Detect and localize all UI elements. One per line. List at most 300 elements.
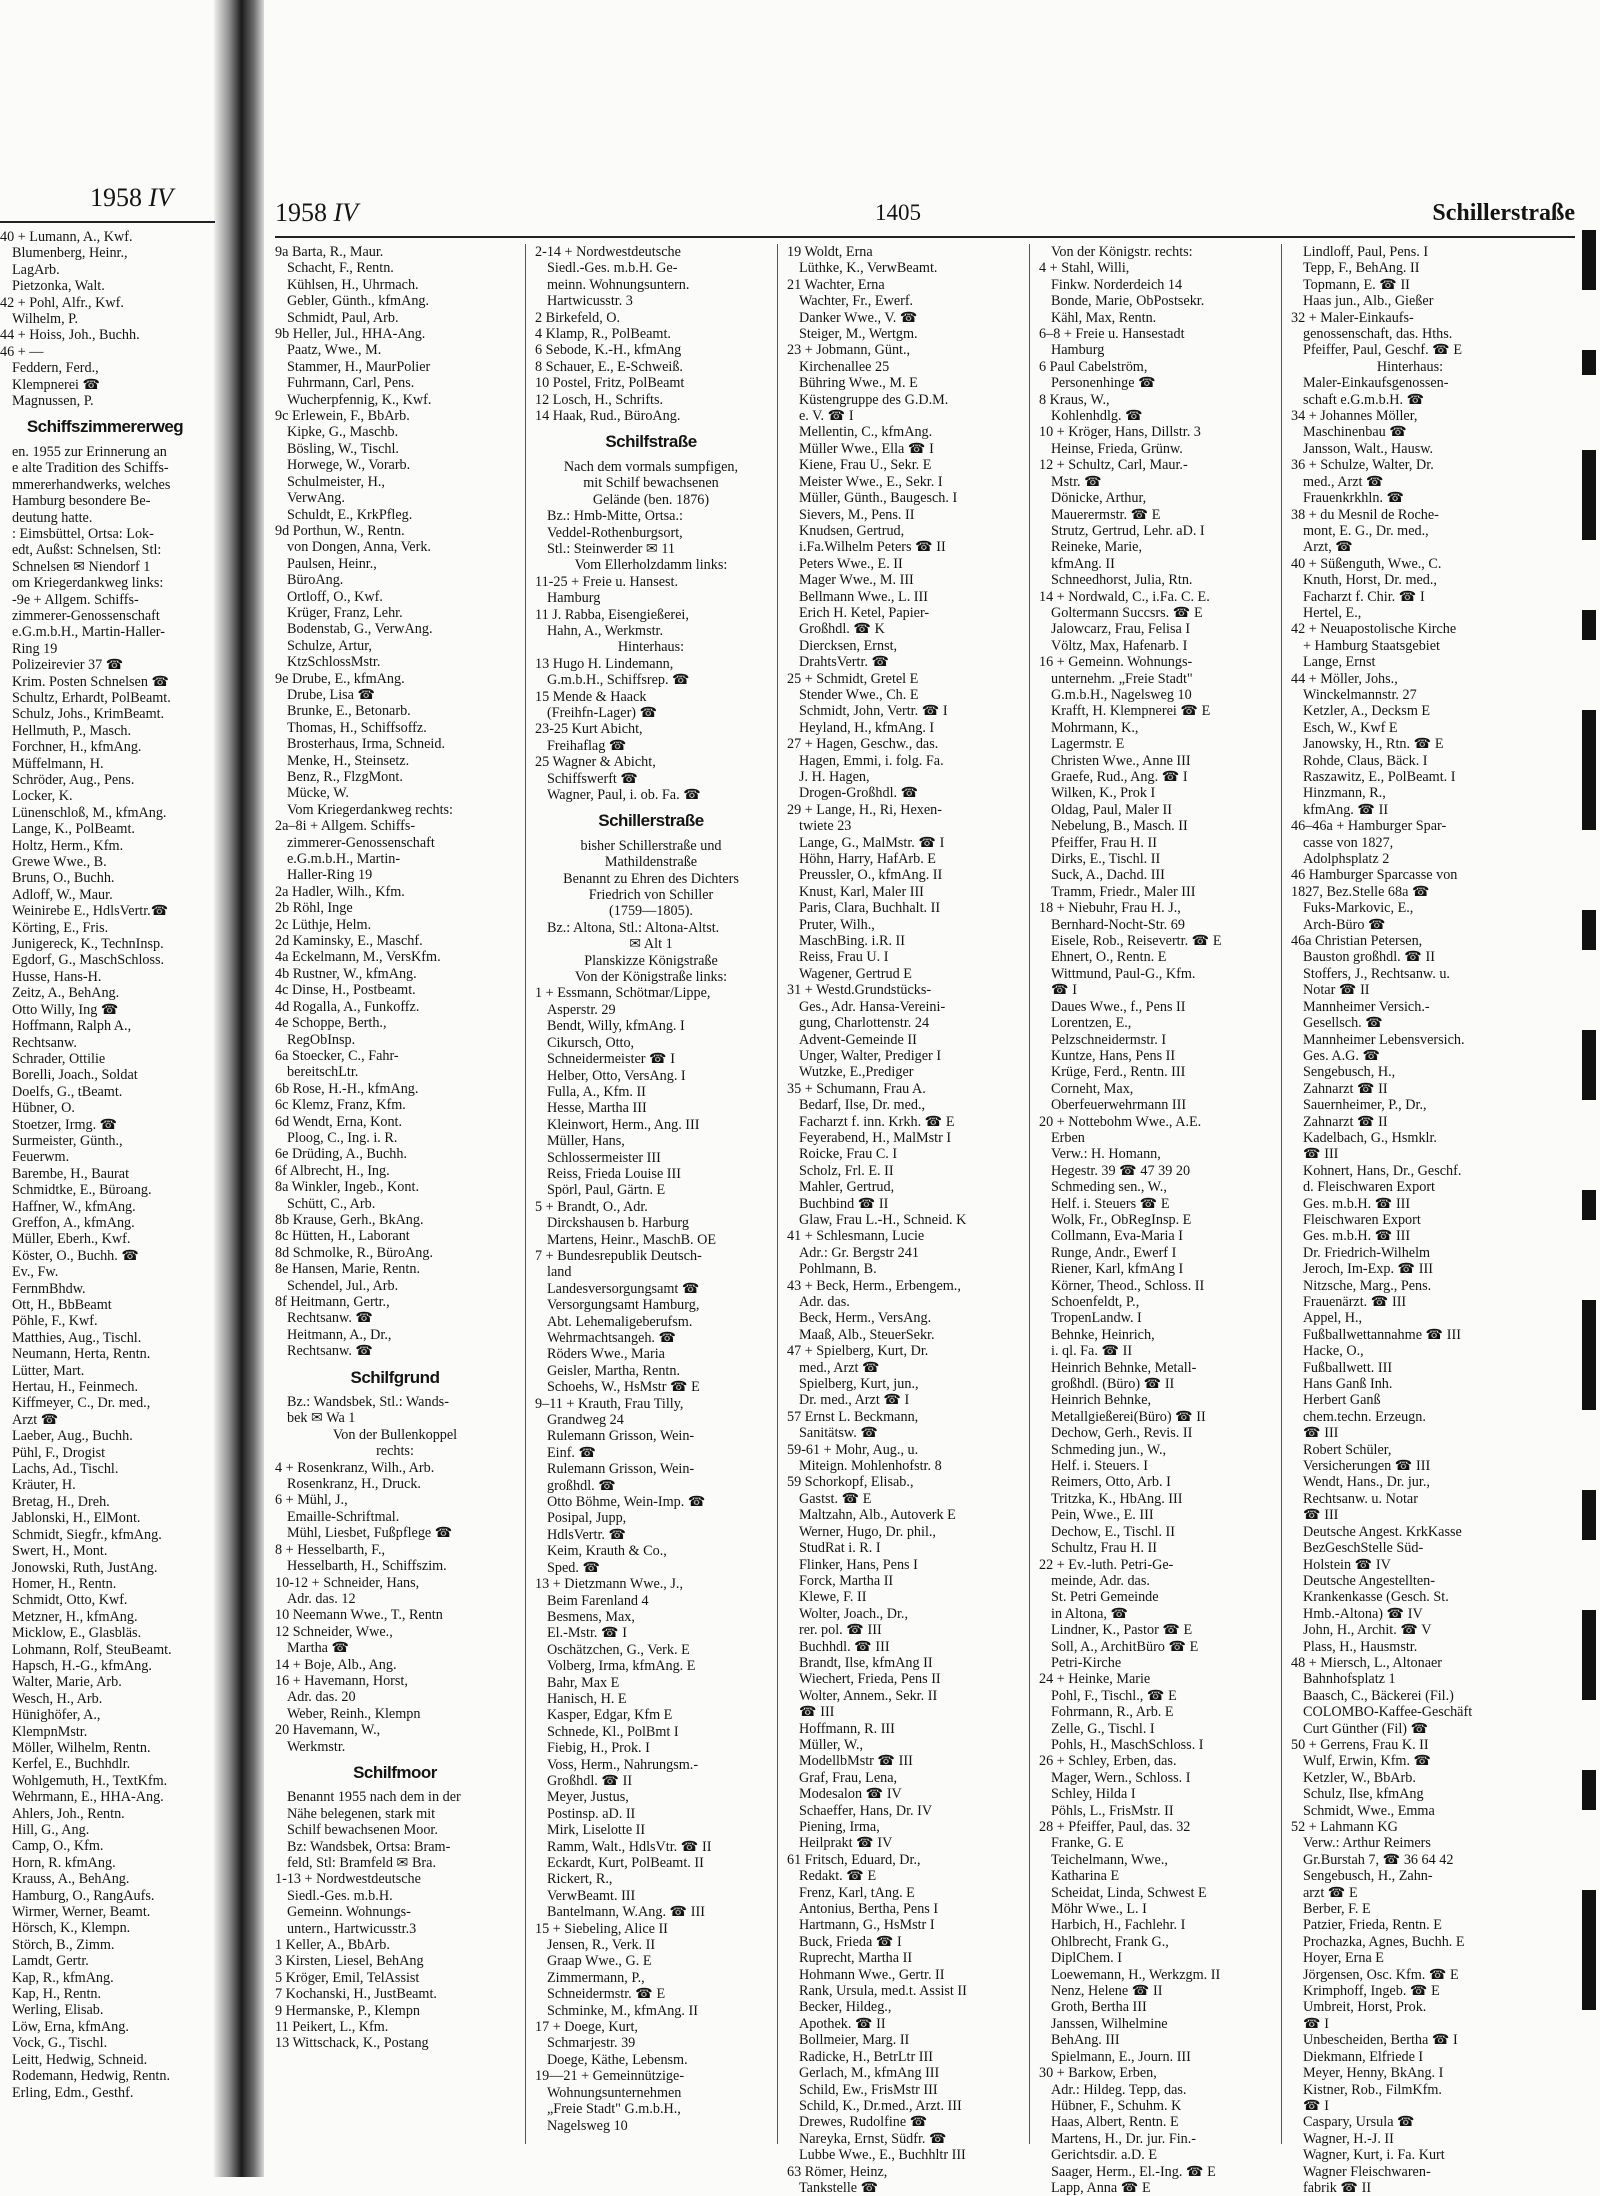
directory-entry: Klempnerei ☎ xyxy=(12,376,101,393)
directory-note: Vom Ellerholzdamm links: xyxy=(574,557,728,574)
directory-entry: ☎ III xyxy=(1303,1146,1339,1163)
directory-entry: Schröder, Aug., Pens. xyxy=(12,772,135,788)
directory-entry: 19—21 + Gemeinnützige- xyxy=(535,2068,685,2085)
directory-entry: Harbich, H., Fachlehr. I xyxy=(1051,1917,1186,1934)
directory-entry: Versorgungsamt Hamburg, xyxy=(547,1297,700,1314)
directory-entry: Graf, Frau, Lena, xyxy=(799,1769,898,1786)
directory-entry: Bösling, W., Tischl. xyxy=(287,440,399,457)
directory-entry: Rechtsanw. ☎ xyxy=(287,1310,374,1327)
directory-entry: Zahnarzt ☎ II xyxy=(1303,1080,1388,1097)
directory-entry: Jablonski, H., ElMont. xyxy=(12,1510,141,1527)
directory-entry: Hamburg besondere Be- xyxy=(12,493,151,510)
directory-entry: Becker, Hildeg., xyxy=(799,1999,892,2016)
directory-entry: Laeber, Aug., Buchh. xyxy=(12,1428,133,1445)
directory-entry: 4d Rogalla, A., Funkoffz. xyxy=(275,998,420,1015)
directory-entry: Kap, H., Rentn. xyxy=(12,1986,102,2003)
directory-entry: 6b Rose, H.-H., kfmAng. xyxy=(275,1080,419,1097)
directory-entry: 24 + Heinke, Marie xyxy=(1039,1671,1151,1688)
directory-entry: 8 + Hesselbarth, F., xyxy=(275,1541,386,1558)
directory-entry: Schulze, Artur, xyxy=(287,637,372,654)
directory-entry: TropenLandw. I xyxy=(1051,1310,1142,1327)
directory-note: Von der Königstraße links: xyxy=(574,969,728,986)
directory-entry: Bahr, Max E xyxy=(547,1674,620,1691)
directory-entry: Forchner, H., kfmAng. xyxy=(12,739,142,756)
directory-entry: 7 Kochanski, H., JustBeamt. xyxy=(275,1986,437,2003)
directory-entry: 1827, Bez.Stelle 68a ☎ xyxy=(1291,883,1430,900)
directory-entry: 63 Römer, Heinz, xyxy=(787,2163,888,2180)
directory-entry: Spielmann, E., Journ. III xyxy=(1051,2048,1191,2065)
directory-entry: Benz, R., FlzgMont. xyxy=(287,769,403,785)
directory-entry: Kasper, Edgar, Kfm E xyxy=(547,1707,673,1724)
directory-entry: Hoffmann, R. III xyxy=(799,1720,895,1737)
directory-entry: Thomas, H., Schiffsoffz. xyxy=(287,719,427,736)
directory-entry: Schnede, Kl., PolBmt I xyxy=(547,1723,679,1740)
directory-entry: land xyxy=(547,1264,572,1281)
directory-entry: COLOMBO-Kaffee-Geschäft xyxy=(1303,1704,1473,1721)
directory-entry: von Dongen, Anna, Verk. xyxy=(287,539,431,556)
directory-entry: Bz.: Hmb-Mitte, Ortsa.: xyxy=(547,508,683,525)
directory-entry: Hacke, O., xyxy=(1303,1343,1364,1360)
directory-entry: Paris, Clara, Buchhalt. II xyxy=(799,900,941,917)
directory-entry: 15 + Siebeling, Alice II xyxy=(535,1920,668,1937)
directory-entry: Radicke, H., BetrLtr III xyxy=(799,2048,933,2065)
directory-entry: Lange, G., MalMstr. ☎ I xyxy=(799,834,945,851)
directory-entry: Franke, G. E xyxy=(1051,1835,1124,1852)
directory-entry: Walter, Marie, Arb. xyxy=(12,1674,122,1691)
directory-entry: ☎ I xyxy=(1303,2097,1329,2114)
directory-entry: Hellmuth, P., Masch. xyxy=(12,722,132,739)
directory-entry: Ges. m.b.H. ☎ III xyxy=(1303,1228,1411,1245)
directory-entry: 13 + Dietzmann Wwe., J., xyxy=(535,1576,684,1593)
directory-entry: St. Petri Gemeinde xyxy=(1051,1589,1159,1606)
directory-entry: e alte Tradition des Schiffs- xyxy=(12,460,169,477)
directory-entry: Drogen-Großhdl. ☎ xyxy=(799,785,919,802)
directory-entry: Rechtsanw. ☎ xyxy=(287,1343,374,1360)
directory-entry: Sengebusch, H., xyxy=(1303,1064,1396,1081)
directory-entry: Lindner, K., Pastor ☎ E xyxy=(1051,1622,1193,1639)
directory-entry: Hünighöfer, A., xyxy=(12,1707,101,1724)
directory-entry: Lubbe Wwe., E., Buchhltr III xyxy=(799,2147,966,2164)
directory-entry: 21 Wachter, Erna xyxy=(787,276,885,293)
directory-entry: Feyerabend, H., MalMstr I xyxy=(799,1129,952,1146)
directory-entry: Hinzmann, R., xyxy=(1303,785,1386,802)
directory-entry: Abt. Lehemaligeberufsm. xyxy=(547,1313,693,1330)
directory-entry: Bedarf, Ilse, Dr. med., xyxy=(799,1097,926,1114)
directory-entry: Unger, Walter, Prediger I xyxy=(799,1047,942,1064)
directory-entry: 36 + Schulze, Walter, Dr. xyxy=(1291,457,1434,474)
directory-entry: Topmann, E. ☎ II xyxy=(1303,276,1410,293)
directory-entry: 10 Neemann Wwe., T., Rentn xyxy=(275,1607,443,1624)
directory-entry: Menke, H., Steinsetz. xyxy=(287,752,410,769)
running-head-street: Schillerstraße xyxy=(1432,200,1575,226)
directory-entry: Pfeiffer, Paul, Geschf. ☎ E xyxy=(1303,342,1463,359)
directory-entry: Dechow, E., Tischl. II xyxy=(1051,1523,1176,1540)
directory-entry: Greffon, A., kfmAng. xyxy=(12,1214,135,1231)
directory-entry: 46 + — xyxy=(0,343,44,360)
directory-entry: G.m.b.H., Nagelsweg 10 xyxy=(1051,686,1192,703)
directory-entry: Keim, Krauth & Co., xyxy=(547,1543,667,1560)
directory-entry: Mücke, W. xyxy=(287,785,349,802)
directory-entry: ☎ I xyxy=(1051,982,1077,999)
directory-entry: Zimmermann, P., xyxy=(547,1969,645,1986)
directory-entry: Runge, Andr., Ewerf I xyxy=(1051,1244,1177,1261)
directory-entry: Dr. Friedrich-Wilhelm xyxy=(1303,1244,1431,1261)
directory-entry: Doege, Käthe, Lebensm. xyxy=(547,2051,688,2068)
directory-entry: Fußballwettannahme ☎ III xyxy=(1303,1326,1461,1343)
directory-entry: Lohmann, Rolf, SteuBeamt. xyxy=(12,1641,172,1658)
directory-entry: Notar ☎ II xyxy=(1303,982,1370,999)
directory-note: bisher Schillerstraße und xyxy=(580,837,722,854)
directory-entry: Ring 19 xyxy=(12,640,58,657)
directory-entry: bek ✉ Wa 1 xyxy=(287,1410,356,1427)
directory-entry: 23 + Jobmann, Günt., xyxy=(787,342,911,359)
directory-entry: großhdl. ☎ xyxy=(547,1477,616,1494)
directory-entry: Paulsen, Heinr., xyxy=(287,555,377,572)
column-divider xyxy=(525,244,526,2144)
left-page xyxy=(0,175,215,2125)
directory-entry: 10-12 + Schneider, Hans, xyxy=(275,1574,420,1591)
directory-entry: 32 + Maler-Einkaufs- xyxy=(1291,309,1414,326)
directory-entry: Fohrmann, R., Arb. E xyxy=(1051,1704,1174,1721)
directory-entry: Adr.: Gr. Bergstr 241 xyxy=(799,1244,919,1261)
directory-entry: Dechow, Gerh., Revis. II xyxy=(1051,1425,1193,1442)
directory-entry: Jensen, R., Verk. II xyxy=(547,1937,656,1954)
directory-entry: Grandweg 24 xyxy=(547,1412,624,1429)
directory-entry: VerwBeamt. III xyxy=(547,1887,636,1904)
directory-entry: FernmBhdw. xyxy=(12,1280,86,1297)
directory-entry: 40 + Lumann, A., Kwf. xyxy=(0,229,133,245)
directory-entry: 6 Paul Cabelström, xyxy=(1039,358,1148,375)
directory-entry: Meyer, Justus, xyxy=(547,1789,629,1806)
directory-entry: BezGeschStelle Süd- xyxy=(1303,1540,1424,1557)
directory-entry: Dr. med., Arzt ☎ I xyxy=(799,1392,910,1409)
directory-entry: Saager, Herm., El.-Ing. ☎ E xyxy=(1051,2163,1216,2180)
directory-entry: Buck, Frieda ☎ I xyxy=(799,1933,902,1950)
directory-entry: zimmerer-Genossenschaft xyxy=(287,834,435,851)
directory-entry: casse von 1827, xyxy=(1303,834,1394,851)
directory-entry: Krimphoff, Ingeb. ☎ E xyxy=(1303,1983,1440,2000)
directory-entry: Kadelbach, G., Hsmklr. xyxy=(1303,1129,1437,1146)
directory-entry: Fulla, A., Kfm. II xyxy=(547,1083,646,1100)
directory-entry: Rechtsanw. u. Notar xyxy=(1303,1490,1418,1507)
directory-entry: Steiger, M., Wertgm. xyxy=(799,326,918,343)
directory-entry: Haffner, W., kfmAng. xyxy=(12,1198,136,1215)
directory-entry: Mannheimer Lebensversich. xyxy=(1303,1031,1465,1048)
directory-entry: Müller, Günth., Baugesch. I xyxy=(799,490,958,507)
directory-entry: Janowsky, H., Rtn. ☎ E xyxy=(1303,736,1444,753)
directory-entry: Swert, H., Mont. xyxy=(12,1543,108,1560)
directory-entry: Lütter, Mart. xyxy=(12,1362,85,1379)
directory-entry: 35 + Schumann, Frau A. xyxy=(787,1080,926,1097)
directory-entry: in Altona, ☎ xyxy=(1051,1605,1129,1622)
directory-entry: 4 + Stahl, Willi, xyxy=(1039,260,1130,277)
directory-entry: Klewe, F. II xyxy=(799,1589,867,1606)
directory-entry: Kerfel, E., Buchhdlr. xyxy=(12,1756,131,1773)
directory-entry: Schminke, M., kfmAng. II xyxy=(547,2002,698,2019)
directory-entry: Wesch, H., Arb. xyxy=(12,1690,103,1707)
directory-entry: Bodenstab, G., VerwAng. xyxy=(287,621,433,638)
directory-entry: feld, Stl: Bramfeld ✉ Bra. xyxy=(287,1855,437,1871)
directory-entry: d. Fleischwaren Export xyxy=(1303,1179,1435,1196)
directory-entry: Peters Wwe., E. II xyxy=(799,555,903,572)
directory-entry: 4c Dinse, H., Postbeamt. xyxy=(275,982,416,999)
directory-entry: Hohmann Wwe., Gertr. II xyxy=(799,1966,945,1983)
directory-entry: Husse, Hans-H. xyxy=(12,968,102,985)
directory-entry: Martha ☎ xyxy=(287,1640,350,1657)
directory-entry: Kiffmeyer, C., Dr. med., xyxy=(12,1395,151,1412)
directory-entry: 52 + Lahmann KG xyxy=(1291,1819,1398,1835)
directory-entry: Fiebig, H., Prok. I xyxy=(547,1740,650,1757)
directory-entry: Pietzonka, Walt. xyxy=(12,278,105,295)
directory-entry: Sanitätsw. ☎ xyxy=(799,1425,879,1442)
directory-entry: Fußballwett. III xyxy=(1303,1359,1393,1376)
directory-entry: med., Arzt ☎ xyxy=(799,1359,880,1376)
directory-note: mit Schilf bewachsenen xyxy=(583,475,719,492)
directory-entry: Otto Böhme, Wein-Imp. ☎ xyxy=(547,1494,706,1511)
directory-entry: Haas jun., Alb., Gießer xyxy=(1303,293,1434,310)
directory-entry: 6 Sebode, K.-H., kfmAng xyxy=(535,342,682,359)
directory-entry: Metallgießerei(Büro) ☎ II xyxy=(1051,1408,1206,1425)
directory-entry: Schlossermeister III xyxy=(547,1149,661,1166)
directory-entry: bereitschLtr. xyxy=(287,1064,359,1081)
directory-entry: VerwAng. xyxy=(287,490,345,507)
right-page xyxy=(275,190,1575,2196)
directory-note: Nach dem vormals sumpfigen, xyxy=(563,458,739,475)
directory-entry: Redakt. ☎ E xyxy=(799,1868,877,1885)
directory-entry: Müffelmann, H. xyxy=(12,755,104,772)
directory-entry: 4b Rustner, W., kfmAng. xyxy=(275,965,417,982)
directory-entry: 28 + Pfeiffer, Paul, das. 32 xyxy=(1039,1819,1191,1835)
directory-entry: Hübner, O. xyxy=(12,1100,75,1117)
directory-entry: 47 + Spielberg, Kurt, Dr. xyxy=(787,1343,929,1360)
directory-entry: Siedl.-Ges. m.b.H. xyxy=(287,1887,393,1904)
directory-entry: Arzt, ☎ xyxy=(1303,539,1353,556)
directory-entry: Schulz, Johs., KrimBeamt. xyxy=(12,706,165,723)
directory-entry: Erling, Edm., Gesthf. xyxy=(12,2084,134,2101)
directory-entry: Pfeiffer, Frau H. II xyxy=(1051,834,1157,851)
directory-entry: Müller Wwe., Ella ☎ I xyxy=(799,440,934,457)
directory-entry: Hans Ganß Inh. xyxy=(1303,1376,1393,1393)
directory-entry: Adr. das. 12 xyxy=(287,1590,356,1607)
directory-entry: Wagner, Kurt, i. Fa. Kurt xyxy=(1303,2147,1445,2164)
left-page-header xyxy=(90,175,210,217)
directory-entry: Schmidt, Siegfr., kfmAng. xyxy=(12,1526,162,1543)
directory-entry: KlempnMstr. xyxy=(12,1723,88,1740)
directory-entry: 2a Hadler, Wilh., Kfm. xyxy=(275,883,405,900)
directory-entry: Großhdl. ☎ II xyxy=(547,1772,633,1789)
directory-entry: 6c Klemz, Franz, Kfm. xyxy=(275,1097,406,1114)
directory-entry: Appel, H., xyxy=(1303,1310,1363,1327)
directory-entry: 18 + Niebuhr, Frau H. J., xyxy=(1039,900,1181,917)
directory-entry: Möhr Wwe., L. I xyxy=(1051,1901,1147,1918)
directory-entry: Blumenberg, Heinr., xyxy=(12,245,128,262)
street-heading: Schillerstraße xyxy=(598,811,704,831)
directory-entry: 9 Hermanske, P., Klempn xyxy=(275,2002,421,2019)
directory-entry: Daues Wwe., f., Pens II xyxy=(1051,998,1186,1015)
directory-entry: Drewes, Rudolfine ☎ xyxy=(799,2114,928,2131)
directory-entry: Ges., Adr. Hansa-Vereini- xyxy=(799,998,946,1015)
directory-entry: Küstengruppe des G.D.M. xyxy=(799,391,949,408)
directory-entry: Esch, W., Kwf E xyxy=(1303,719,1398,736)
directory-entry: Wittmund, Paul-G., Kfm. xyxy=(1051,965,1196,982)
directory-entry: Kähl, Max, Rentn. xyxy=(1051,309,1157,326)
directory-entry: Rank, Ursula, med.t. Assist II xyxy=(799,1983,967,2000)
directory-entry: Beck, Herm., VersAng. xyxy=(799,1310,932,1327)
directory-entry: Herbert Ganß xyxy=(1303,1392,1381,1409)
directory-entry: Schiffswerft ☎ xyxy=(547,770,639,787)
directory-entry: Lindloff, Paul, Pens. I xyxy=(1303,244,1429,260)
directory-entry: Schild, K., Dr.med., Arzt. III xyxy=(799,2097,962,2114)
directory-entry: 20 + Nottebohm Wwe., A.E. xyxy=(1039,1113,1202,1130)
directory-entry: Meyer, Henny, BkAng. I xyxy=(1303,2065,1444,2082)
directory-entry: 40 + Süßenguth, Wwe., C. xyxy=(1291,555,1442,572)
directory-entry: Bellmann Wwe., L. III xyxy=(799,588,928,605)
directory-entry: Deutsche Angest. KrkKasse xyxy=(1303,1523,1462,1540)
directory-entry: Verw.: Arthur Reimers xyxy=(1303,1835,1431,1852)
directory-entry: 59-61 + Mohr, Aug., u. xyxy=(787,1441,919,1458)
directory-entry: 4 + Rosenkranz, Wilh., Arb. xyxy=(275,1459,435,1476)
directory-entry: Fuhrmann, Carl, Pens. xyxy=(287,375,415,392)
directory-entry: Einf. ☎ xyxy=(547,1444,597,1461)
directory-entry: 59 Schorkopf, Elisab., xyxy=(787,1474,914,1491)
directory-entry: Gemeinn. Wohnungs- xyxy=(287,1904,411,1921)
directory-entry: Adr. das. 20 xyxy=(287,1689,356,1706)
directory-column-4 xyxy=(1039,244,1271,2196)
directory-entry: 13 Hugo H. Lindemann, xyxy=(535,655,674,672)
right-header-year-volume: 1958 IV xyxy=(275,198,359,227)
directory-entry: 19 Woldt, Erna xyxy=(787,244,873,260)
directory-entry: ☎ III xyxy=(1303,1425,1339,1442)
directory-entry: Bz.: Wandsbek, Stl.: Wands- xyxy=(287,1394,449,1411)
directory-entry: Brunke, E., Betonarb. xyxy=(287,703,411,720)
directory-entry: Haller-Ring 19 xyxy=(287,867,373,884)
directory-entry: Leitt, Hedwig, Schneid. xyxy=(12,2051,148,2068)
directory-entry: e.G.m.b.H., Martin- xyxy=(287,851,401,868)
directory-entry: Lapp, Anna ☎ E xyxy=(1051,2179,1151,2196)
directory-entry: MaschBing. i.R. II xyxy=(799,933,906,950)
directory-entry: Schley, Hilda I xyxy=(1051,1786,1136,1803)
directory-entry: Heinrich Behnke, Metall- xyxy=(1051,1359,1197,1376)
directory-entry: Schuldt, E., KrkPfleg. xyxy=(287,506,413,523)
directory-entry: Nebelung, B., Masch. II xyxy=(1051,818,1188,835)
directory-entry: ModellbMstr ☎ III xyxy=(799,1753,913,1770)
directory-entry: Teichelmann, Wwe., xyxy=(1051,1851,1168,1868)
directory-entry: Hesselbarth, H., Schiffszim. xyxy=(287,1558,447,1575)
directory-entry: Hamburg xyxy=(1051,342,1105,359)
directory-entry: Groth, Bertha III xyxy=(1051,1999,1147,2016)
directory-entry: 1 Keller, A., BbArb. xyxy=(275,1937,390,1954)
directory-entry: 46a Christian Petersen, xyxy=(1291,933,1423,950)
directory-entry: Hertel, E., xyxy=(1303,604,1362,621)
directory-entry: Frauenkrkhln. ☎ xyxy=(1303,490,1405,507)
column-divider xyxy=(777,244,778,2144)
directory-column-1 xyxy=(275,244,515,2052)
directory-entry: Knudsen, Gertrud, xyxy=(799,522,905,539)
directory-entry: Advent-Gemeinde II xyxy=(799,1031,917,1048)
directory-entry: Hübner, F., Schuhm. K xyxy=(1051,2097,1182,2114)
directory-entry: Jörgensen, Osc. Kfm. ☎ E xyxy=(1303,1966,1459,1983)
book-spine xyxy=(214,0,264,2177)
directory-entry: Suck, A., Dachd. III xyxy=(1051,867,1165,884)
directory-entry: Hagen, Emmi, i. folg. Fa. xyxy=(799,752,944,769)
directory-entry: 41 + Schlesmann, Lucie xyxy=(787,1228,925,1245)
directory-entry: Brosterhaus, Irma, Schneid. xyxy=(287,736,445,753)
directory-entry: Schmidt, John, Vertr. ☎ I xyxy=(799,703,948,720)
directory-entry: Großhdl. ☎ K xyxy=(799,621,885,638)
directory-entry: Vock, G., Tischl. xyxy=(12,2035,108,2052)
directory-entry: chem.techn. Erzeugn. xyxy=(1303,1408,1426,1425)
directory-entry: Tankstelle ☎ xyxy=(799,2179,879,2196)
directory-entry: 31 + Westd.Grundstücks- xyxy=(787,982,932,999)
directory-entry: Otto Willy, Ing ☎ xyxy=(12,1001,119,1018)
directory-entry: 42 + Pohl, Alfr., Kwf. xyxy=(0,294,124,311)
directory-entry: Graap Wwe., G. E xyxy=(547,1953,652,1970)
directory-entry: Feuerwm. xyxy=(12,1149,70,1166)
directory-entry: Dönicke, Arthur, xyxy=(1051,490,1147,507)
directory-entry: kfmAng. ☎ II xyxy=(1303,801,1389,818)
directory-entry: 22 + Ev.-luth. Petri-Ge- xyxy=(1039,1556,1174,1573)
directory-entry: Wilken, K., Prok I xyxy=(1051,785,1156,802)
directory-entry: Arzt ☎ xyxy=(12,1411,59,1428)
directory-entry: Schmidt, Paul, Arb. xyxy=(287,309,399,326)
directory-entry: Rulemann Grisson, Wein- xyxy=(547,1461,695,1478)
directory-entry: Sengebusch, H., Zahn- xyxy=(1303,1868,1433,1885)
directory-entry: Nareyka, Ernst, Südfr. ☎ xyxy=(799,2130,947,2147)
directory-entry: 8 Schauer, E., E-Schweiß. xyxy=(535,358,683,375)
directory-entry: Behnke, Heinrich, xyxy=(1051,1326,1155,1343)
directory-entry: Schendel, Jul., Arb. xyxy=(287,1277,399,1294)
directory-entry: Bollmeier, Marg. II xyxy=(799,2032,910,2049)
directory-entry: Maler-Einkaufsgenossen- xyxy=(1303,375,1449,392)
directory-note: Planskizze Königstraße xyxy=(584,952,718,969)
directory-entry: Deutsche Angestellten- xyxy=(1303,1572,1435,1589)
directory-entry: Petri-Kirche xyxy=(1051,1654,1122,1671)
directory-entry: Wilhelm, P. xyxy=(12,311,79,328)
directory-entry: Hegestr. 39 ☎ 47 39 20 xyxy=(1051,1162,1191,1179)
directory-entry: Rickert, R., xyxy=(547,1871,613,1888)
directory-entry: Maltzahn, Alb., Autoverk E xyxy=(799,1507,956,1524)
directory-entry: Kistner, Rob., FilmKfm. xyxy=(1303,2081,1442,2098)
street-heading: Schiffszimmererweg xyxy=(26,417,184,437)
directory-entry: Heitmann, A., Dr., xyxy=(287,1326,392,1343)
directory-entry: Hapsch, H.-G., kfmAng. xyxy=(12,1657,152,1674)
directory-entry: Ketzler, A., Decksm E xyxy=(1303,703,1431,720)
directory-entry: 6 + Mühl, J., xyxy=(275,1492,348,1509)
directory-entry: Schultz, Erhardt, PolBeamt. xyxy=(12,689,171,706)
directory-entry: Lange, K., PolBeamt. xyxy=(12,821,135,838)
directory-entry: 25 + Schmidt, Gretel E xyxy=(787,670,919,687)
directory-entry: Finkw. Norderdeich 14 xyxy=(1051,276,1183,293)
directory-entry: 6a Stoecker, C., Fahr- xyxy=(275,1047,399,1064)
directory-entry: 14 Haak, Rud., BüroAng. xyxy=(535,408,681,425)
directory-entry: Hartmann, G., HsMstr I xyxy=(799,1917,935,1934)
directory-entry: Christen Wwe., Anne III xyxy=(1051,752,1191,769)
directory-column-5 xyxy=(1291,244,1529,2196)
directory-entry: Spörl, Paul, Gärtn. E xyxy=(547,1182,666,1199)
directory-entry: 8e Hansen, Marie, Rentn. xyxy=(275,1261,420,1278)
directory-entry: Schneidermstr. ☎ E xyxy=(547,1986,666,2003)
directory-entry: Stoffers, J., Rechtsanw. u. xyxy=(1303,965,1450,982)
directory-entry: Schmidtke, E., Büroang. xyxy=(12,1182,152,1199)
directory-entry: Grewe Wwe., B. xyxy=(12,854,107,871)
directory-entry: Nagelsweg 10 xyxy=(547,2117,628,2134)
directory-entry: Erben xyxy=(1051,1129,1085,1146)
directory-entry: Schacht, F., Rentn. xyxy=(287,260,394,277)
directory-entry: Mager Wwe., M. III xyxy=(799,572,914,589)
directory-entry: Volberg, Irma, kfmAng. E xyxy=(547,1658,696,1675)
directory-entry: Soll, A., ArchitBüro ☎ E xyxy=(1051,1638,1199,1655)
directory-entry: Reineke, Marie, xyxy=(1051,539,1142,556)
